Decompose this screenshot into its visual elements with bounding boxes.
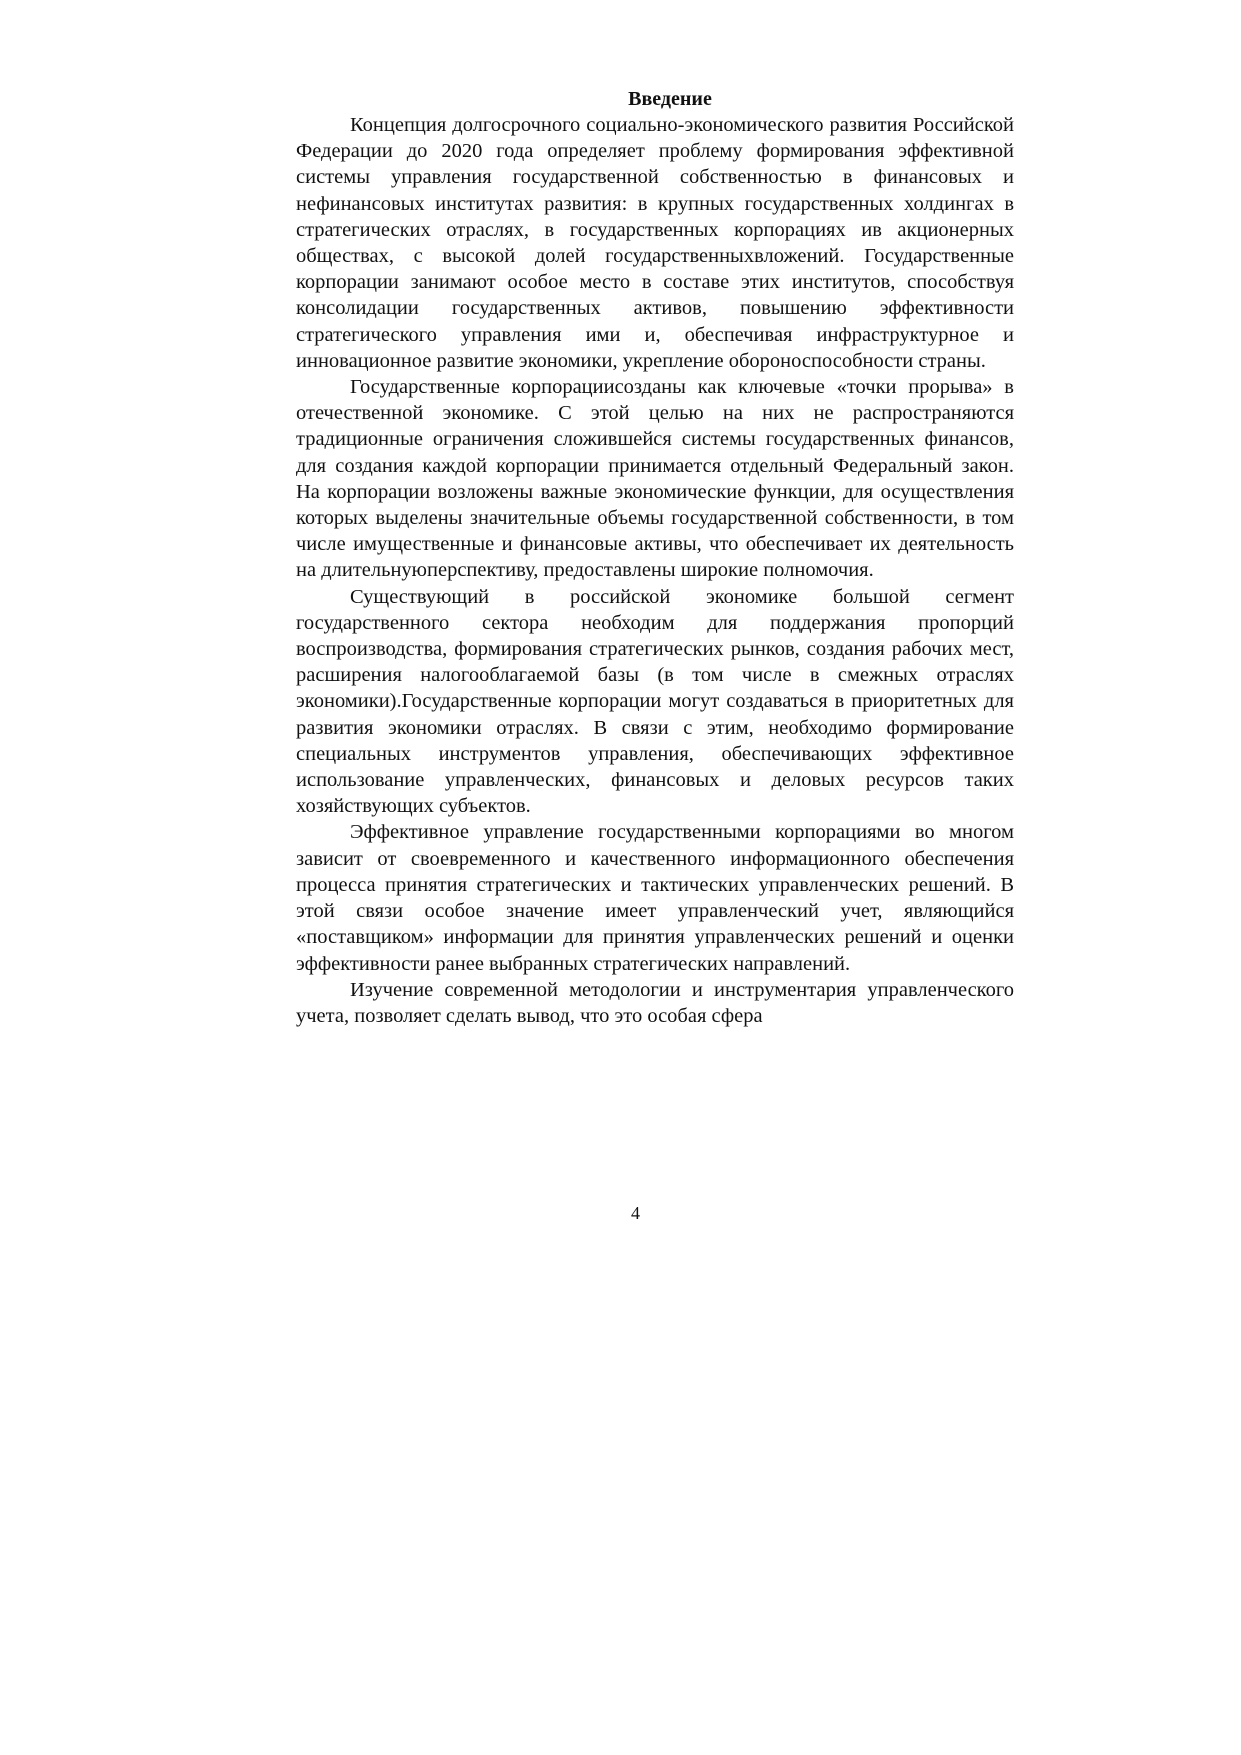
paragraph-4: Эффективное управление государственными корпорациями во многом зависит от своевременного и качественного информационного обеспечения процесса принятия стратегических и тактических управленческих решений. В этой связи особое значение имеет управленческий учет, являющийся «поставщиком» информации для принятия управленческих решений и оценки эффективности ранее выбранных стратегических направлений. (296, 821, 1014, 975)
paragraph-1: Концепция долгосрочного социально-экономического развития Российской Федерации до 2020 года определяет проблему формирования эффективной системы управления государственной собственностью в финансовых и нефинансовых институтах развития: в крупных государственных холдингах в стратегических отраслях, в государственных корпорациях ив акционерных обществах, с высокой долей государственныхвложений. Государственные корпорации занимают особое место в составе этих институтов, способствуя консолидации государственных активов, повышению эффективности стратегического управления ими и, обеспечивая инфраструктурное и инновационное развитие экономики, укрепление обороноспособности страны. (296, 114, 1014, 372)
paragraph-3: Существующий в российской экономике большой сегмент государственного сектора необходим для поддержания пропорций воспроизводства, формирования стратегических рынков, создания рабочих мест, расширения налогооблагаемой базы (в том числе в смежных отраслях экономики).Государственные корпорации могут создаваться в приоритетных для развития экономики отраслях. В связи с этим, необходимо формирование специальных инструментов управления, обеспечивающих эффективное использование управленческих, финансовых и деловых ресурсов таких хозяйствующих субъектов. (296, 585, 1014, 818)
paragraph-5: Изучение современной методологии и инструментария управленческого учета, позволяет сделать вывод, что это особая сфера (296, 978, 1014, 1027)
page-content (296, 86, 1014, 1029)
paragraph-2: Государственные корпорациисозданы как ключевые «точки прорыва» в отечественной экономике. С этой целью на них не распространяются традиционные ограничения сложившейся системы государственных финансов, для создания каждой корпорации принимается отдельный Федеральный закон. На корпорации возложены важные экономические функции, для осуществления которых выделены значительные объемы государственной собственности, в том числе имущественные и финансовые активы, что обеспечивает их деятельность на длительнуюперспективу, предоставлены широкие полномочия. (296, 376, 1014, 582)
section-title: Введение (628, 88, 712, 110)
page-number: 4 (631, 1203, 640, 1223)
